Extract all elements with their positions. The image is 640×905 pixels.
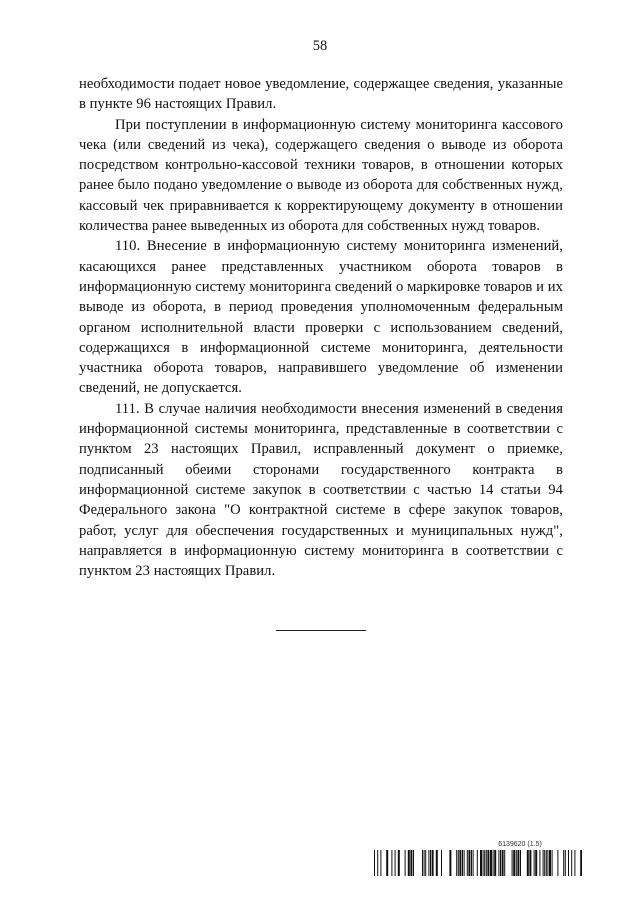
separator-line <box>276 630 366 631</box>
page-number: 58 <box>312 38 328 54</box>
barcode <box>374 850 582 876</box>
paragraph: 110. Внесение в информационную систему мониторинга изменений, касающихся ранее представленных участником оборота товаров в информационную систему мониторинга сведений о маркировке товаров и их выводе из оборота, в период проведения уполномоченным федеральным органом исполнительной власти проверки с использованием сведений, содержащихся в информационной системе мониторинга, деятельности участника оборота товаров, направившего уведомление об изменении сведений, не допускается. <box>79 238 563 397</box>
paragraph: При поступлении в информационную систему мониторинга кассового чека (или сведений из чека), содержащего сведения о выводе из оборота посредством контрольно-кассовой техники товаров, в отношении которых ранее было подано уведомление о выводе из оборота для собственных нужд, кассовый чек приравнивается к корректирующему документу в отношении количества ранее выведенных из оборота для собственных нужд товаров. <box>79 116 563 235</box>
document-code: 6139620 (1.5) <box>498 841 542 848</box>
paragraph: 111. В случае наличия необходимости внесения изменений в сведения информационной системы мониторинга, представленные в соответствии с пунктом 23 настоящих Правил, исправленный документ о приемке, подписанный обеими сторонами государственного контракта в информационной системе закупок в соответствии с частью 14 статьи 94 Федерального закона "О контрактной системе в сфере закупок товаров, работ, услуг для обеспечения государственных и муниципальных нужд", направляется в информационную систему мониторинга в соответствии с пунктом 23 настоящих Правил. <box>79 400 563 580</box>
paragraph: необходимости подает новое уведомление, содержащее сведения, указанные в пункте 96 настоящих Правил. <box>79 76 563 113</box>
body-text <box>79 74 563 581</box>
